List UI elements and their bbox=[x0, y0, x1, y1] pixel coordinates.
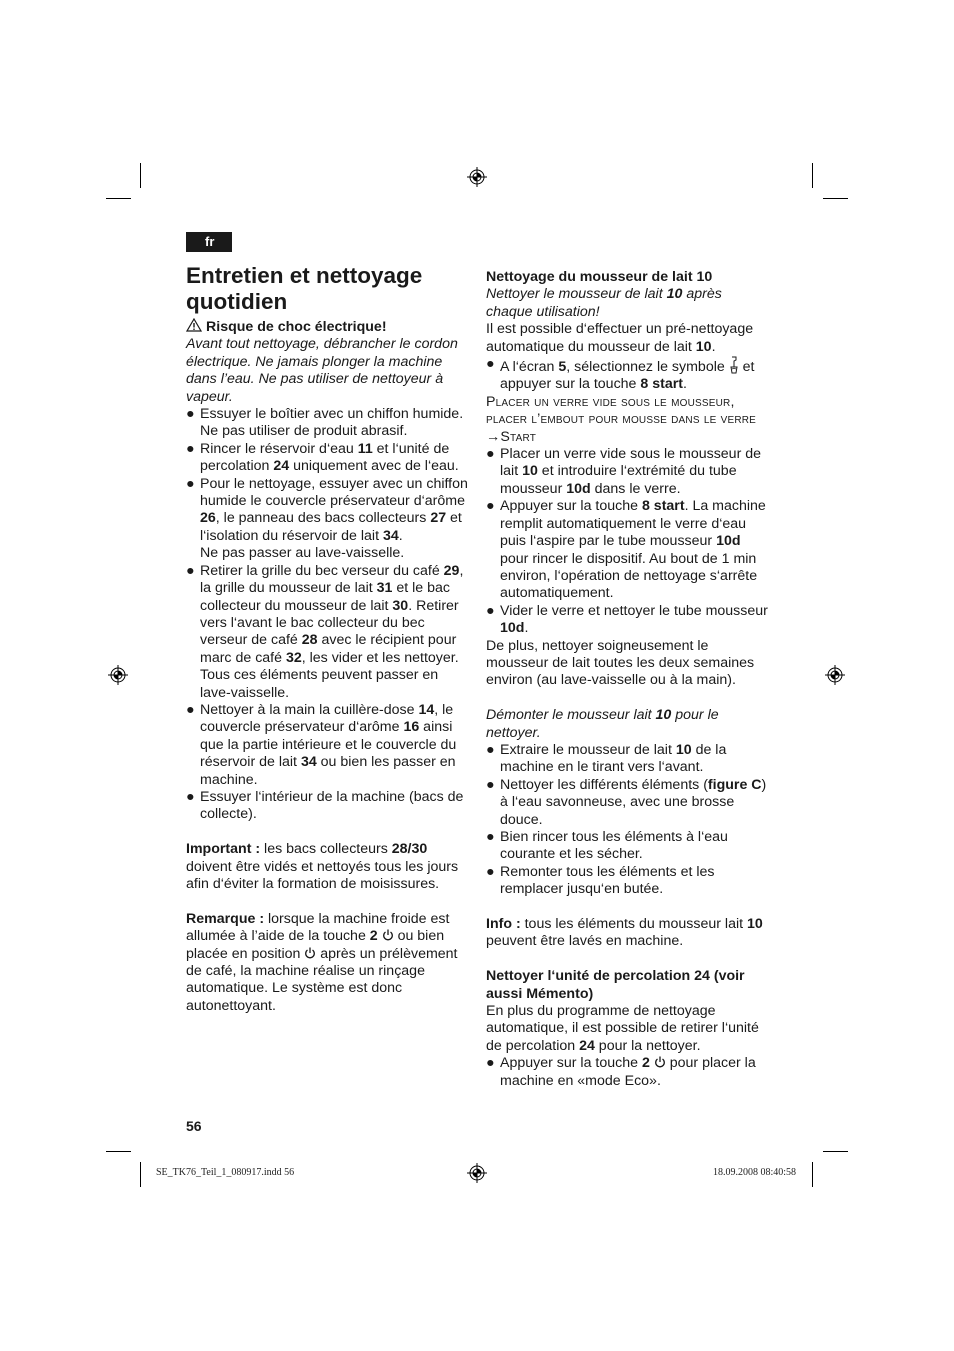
dismantle-heading: Démonter le mousseur lait 10 pour le nettoyer. bbox=[486, 707, 719, 741]
crop-mark bbox=[140, 163, 141, 188]
prerinse-paragraph: Il est possible d‘effectuer un pré-nettoyage automatique du mousseur de lait 10. bbox=[486, 321, 754, 355]
power-icon bbox=[654, 1056, 666, 1068]
important-label: Important : bbox=[186, 841, 261, 858]
list-item: ● Essuyer l‘intérieur de la machine (bacs de collecte). bbox=[186, 788, 464, 823]
remark-label: Remarque : bbox=[186, 910, 265, 927]
registration-mark-icon bbox=[467, 167, 487, 187]
registration-mark-icon bbox=[108, 665, 128, 685]
remark-note: Remarque : lorsque la machine froide est allumée à l’aide de la touche 2 ou bien placée en position après un prélèvement de café, la machine réalise un rinçage automatique. Le système est donc autonettoyant. bbox=[186, 910, 458, 1014]
list-item: ● Remonter tous les éléments et les remplacer jusqu‘en butée. bbox=[486, 863, 715, 898]
section-title: Entretien et nettoyage quotidien bbox=[186, 263, 423, 314]
right-column bbox=[486, 269, 772, 1090]
info-note: Info : tous les éléments du mousseur lait 10 peuvent être lavés en machine. bbox=[486, 916, 763, 950]
list-item: ● Vider le verre et nettoyer le tube mousseur 10d. bbox=[486, 602, 768, 637]
warning-text: Avant tout nettoyage, débrancher le cordon électrique. Ne jamais plonger la machine dans l’eau. Ne pas utiliser de nettoyeur à vapeur. bbox=[186, 336, 458, 405]
crop-mark bbox=[823, 198, 848, 199]
dismantle-steps-list bbox=[486, 742, 772, 899]
milk-frother-rinse-icon bbox=[729, 356, 739, 374]
rinse-steps-list bbox=[486, 446, 772, 637]
crop-mark bbox=[812, 1162, 813, 1187]
list-item: ● Placer un verre vide sous le mousseur de lait 10 et introduire l‘extrémité du tube mousseur 10d dans le verre. bbox=[486, 446, 762, 497]
footer-file-info: SE_TK76_Teil_1_080917.indd 56 bbox=[156, 1167, 295, 1178]
list-item: ● Nettoyer à la main la cuillère-dose 14, le couvercle préservateur d‘arôme 16 ainsi que la partie intérieure et le couvercle du réservoir de lait 34 ou bien les passer en machine. bbox=[186, 701, 457, 788]
footer-timestamp: 18.09.2008 08:40:58 bbox=[713, 1167, 797, 1178]
list-item: ● Nettoyer les différents éléments (figure C) à l‘eau savonneuse, avec une brosse douce. bbox=[486, 776, 767, 828]
list-item: ● Extraire le mousseur de lait 10 de la machine en le tirant vers l‘avant. bbox=[486, 741, 727, 776]
crop-mark bbox=[823, 1151, 848, 1152]
biweekly-paragraph: De plus, nettoyer soigneusement le mousseur de lait toutes les deux semaines environ (au lave-vaisselle ou à la main). bbox=[486, 637, 755, 689]
crop-mark bbox=[106, 1151, 131, 1152]
list-item: ● Appuyer sur la touche 8 start. La machine remplit automatiquement le verre d‘eau puis l‘aspire par le tube mousseur 10d pour rincer le dispositif. Au bout de 1 min environ, l‘opération de nettoyage s‘arrête automatiquement. bbox=[486, 498, 766, 602]
list-item: ● Retirer la grille du bec verseur du café 29, la grille du mousseur de lait 31 et le bac collecteur du mousseur de lait 30. Retirer vers l‘avant le bac collecteur du bec verseur de café 28 avec le récipient pour marc de café 32, les vider et les nettoyer. Tous ces éléments peuvent passer en lave-vaisselle. bbox=[186, 562, 464, 701]
power-icon bbox=[304, 947, 316, 959]
list-item: ● Pour le nettoyage, essuyer avec un chiffon humide le couvercle préservateur d‘arôme 26, le panneau des bacs collecteurs 27 et l‘isolation du réservoir de lait 34. Ne pas passer au lave-vaisselle. bbox=[186, 475, 468, 562]
display-message: Placer un verre vide sous le mousseur, placer l’embout pour mousse dans le verre bbox=[486, 393, 757, 428]
list-item: ● Essuyer le boîtier avec un chiffon humide. Ne pas utiliser de produit abrasif. bbox=[186, 406, 464, 440]
language-tag: fr bbox=[186, 232, 232, 252]
arrow-right-icon: → bbox=[486, 428, 501, 445]
important-note: Important : les bacs collecteurs 28/30 doivent être vidés et nettoyés tous les jours afin d‘éviter la formation de moisissures. bbox=[186, 841, 459, 892]
power-icon bbox=[382, 929, 394, 941]
registration-mark-icon bbox=[825, 665, 845, 685]
warning-heading bbox=[186, 318, 470, 336]
display-start: →Start bbox=[486, 428, 537, 445]
select-symbol-list bbox=[486, 356, 772, 394]
info-label: Info : bbox=[486, 916, 521, 932]
crop-mark bbox=[106, 198, 131, 199]
list-item: ● Appuyer sur la touche 2 pour placer la machine en «mode Eco». bbox=[486, 1055, 756, 1089]
brewing-unit-heading: Nettoyer l‘unité de percolation 24 (voir aussi Mémento) bbox=[486, 968, 745, 1002]
list-item: ● Rincer le réservoir d‘eau 11 et l‘unité de percolation 24 uniquement avec de l‘eau. bbox=[186, 440, 459, 475]
brewing-unit-paragraph: En plus du programme de nettoyage automatique, il est possible de retirer l‘unité de percolation 24 pour la nettoyer. bbox=[486, 1003, 759, 1054]
page-number: 56 bbox=[186, 1118, 202, 1134]
warning-title: Risque de choc électrique! bbox=[206, 319, 387, 335]
list-item: ● A l‘écran 5, sélectionnez le symbole et appuyer sur la touche 8 start. bbox=[486, 356, 755, 393]
left-column bbox=[186, 263, 470, 1015]
warning-triangle-icon bbox=[186, 318, 202, 332]
milk-frother-note: Nettoyer le mousseur de lait 10 après chaque utilisation! bbox=[486, 286, 722, 320]
registration-mark-icon bbox=[467, 1163, 487, 1183]
list-item: ● Bien rincer tous les éléments à l‘eau courante et les sécher. bbox=[486, 828, 728, 863]
eco-mode-list bbox=[486, 1055, 772, 1090]
cleaning-steps-list bbox=[186, 406, 470, 824]
crop-mark bbox=[140, 1162, 141, 1187]
milk-frother-heading: Nettoyage du mousseur de lait 10 bbox=[486, 269, 713, 285]
crop-mark bbox=[812, 163, 813, 188]
